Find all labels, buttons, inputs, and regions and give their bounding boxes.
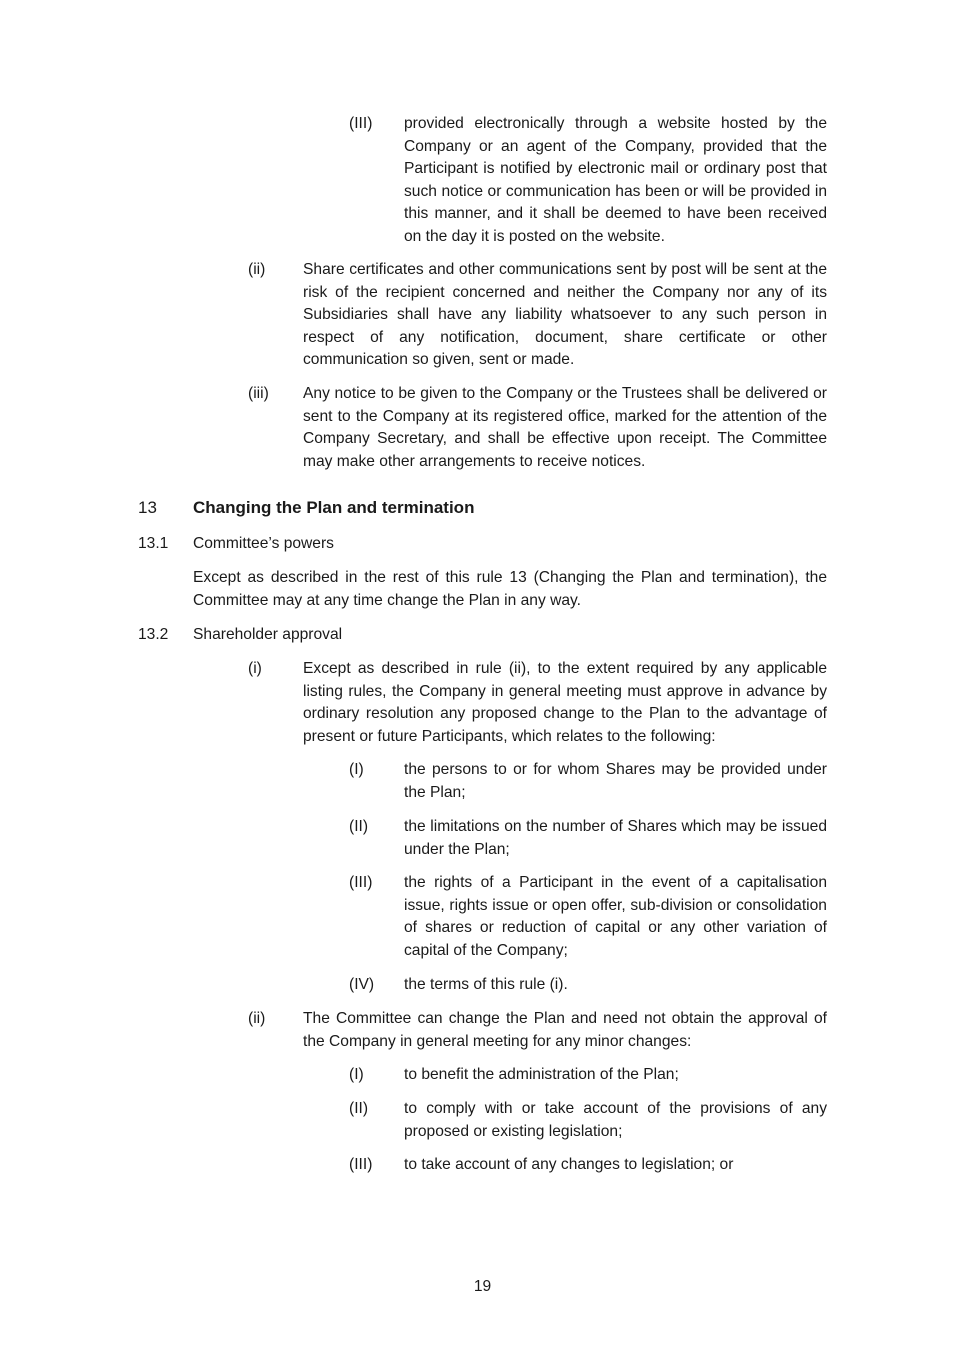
clause-text: the persons to or for whom Shares may be provided under the Plan; xyxy=(404,761,827,801)
subsection-title: Shareholder approval xyxy=(193,626,343,643)
subsection-number: 13.2 xyxy=(138,626,169,643)
subsection-number: 13.1 xyxy=(138,535,169,552)
clause-number: (i) xyxy=(248,660,262,677)
clause-item xyxy=(248,658,827,748)
clause-number: (III) xyxy=(349,874,373,891)
clause-text: to benefit the administration of the Plan; xyxy=(404,1066,679,1083)
clause-text: provided electronically through a website hosted by the Company or an agent of the Company, provided that the Participant is notified by electronic mail or ordinary post that such notice or communication has been or will be provided in this manner, and it shall be deemed to have been received on the day it is posted on the website. xyxy=(404,115,827,245)
clause-text: Share certificates and other communications sent by post will be sent at the risk of the recipient concerned and neither the Company nor any of its Subsidiaries shall have any liability whatsoever to any such person in respect of any notification, document, share certificate or other communication so given, sent or made. xyxy=(303,261,827,369)
clause-number: (II) xyxy=(349,1100,369,1117)
clause-number: (II) xyxy=(349,818,369,835)
clause-item xyxy=(349,113,827,249)
clause-subitem xyxy=(349,1098,827,1143)
section-number: 13 xyxy=(138,498,157,517)
clause-text: the rights of a Participant in the event of a capitalisation issue, rights issue or open offer, sub-division or consolidation of shares or reduction of capital or any other variation of capital of the Company; xyxy=(404,874,827,959)
clause-subitem xyxy=(349,816,827,861)
clause-number: (III) xyxy=(349,115,373,132)
clause-text: to take account of any changes to legislation; or xyxy=(404,1156,734,1173)
clause-subitem xyxy=(349,1154,827,1177)
clause-item xyxy=(248,1008,827,1053)
clause-subitem xyxy=(349,1064,827,1087)
clause-subitem xyxy=(349,872,827,962)
clause-number: (III) xyxy=(349,1156,373,1173)
page-number: 19 xyxy=(473,1278,492,1295)
clause-text: to comply with or take account of the provisions of any proposed or existing legislation; xyxy=(404,1100,827,1140)
clause-text: Any notice to be given to the Company or the Trustees shall be delivered or sent to the Company at its registered office, marked for the attention of the Company Secretary, and shall be effective upon receipt. The Committee may make other arrangements to receive notices. xyxy=(303,385,827,470)
clause-text: Except as described in rule (ii), to the extent required by any applicable listing rules, the Company in general meeting must approve in advance by ordinary resolution any proposed change to the Plan to the advantage of present or future Participants, which relates to the following: xyxy=(303,660,827,745)
subsection-title: Committee’s powers xyxy=(193,535,334,552)
clause-item xyxy=(248,259,827,372)
clause-number: (I) xyxy=(349,1066,364,1083)
clause-item xyxy=(248,383,827,473)
clause-subitem xyxy=(349,759,827,804)
clause-number: (ii) xyxy=(248,1010,266,1027)
clause-text: the limitations on the number of Shares which may be issued under the Plan; xyxy=(404,818,827,858)
clause-number: (IV) xyxy=(349,976,375,993)
subsection-body: Except as described in the rest of this rule 13 (Changing the Plan and termination), the Committee may at any time change the Plan in any way. xyxy=(193,569,827,609)
clause-text: the terms of this rule (i). xyxy=(404,976,568,993)
clause-text: The Committee can change the Plan and need not obtain the approval of the Company in general meeting for any minor changes: xyxy=(303,1010,827,1050)
section-title: Changing the Plan and termination xyxy=(193,498,475,517)
clause-number: (I) xyxy=(349,761,364,778)
clause-number: (ii) xyxy=(248,261,266,278)
clause-number: (iii) xyxy=(248,385,269,402)
clause-subitem xyxy=(349,974,827,997)
